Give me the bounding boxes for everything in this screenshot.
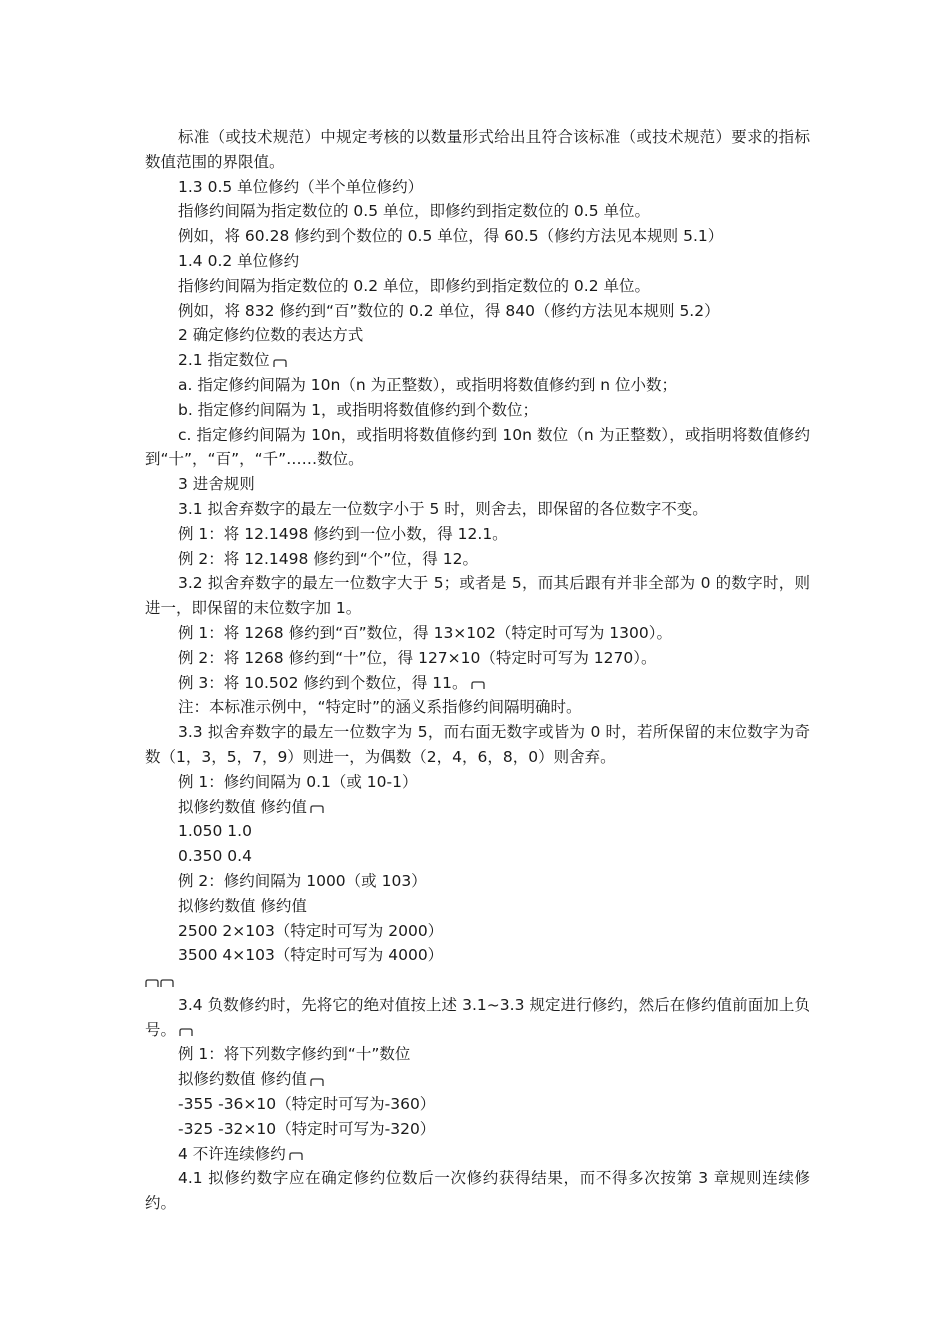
document-page [145,125,810,1216]
table-header-line: 拟修约数值 修约值 [145,1067,810,1092]
list-item-b: b. 指定修约间隔为 1，或指明将数值修约到个数位； [178,400,538,419]
paragraph-mark-icon [273,359,287,367]
paragraph: 指修约间隔为指定数位的 0.5 单位，即修约到指定数位的 0.5 单位。 [178,202,651,221]
example-line: 例 2：将 1268 修约到“十”位，得 127×10（特定时可写为 1270）。 [178,648,657,667]
rule-4-1: 4.1 拟修约数字应在确定修约位数后一次修约获得结果，而不得多次按第 3 章规则连续修约。 [145,1169,810,1213]
table-row-line: 3500 4×103（特定时可写为 4000） [178,946,444,965]
section-heading-1-3: 1.3 0.5 单位修约（半个单位修约） [178,177,424,196]
table-row-line: 2500 2×103（特定时可写为 2000） [178,921,444,940]
example-line: 例 2：修约间隔为 1000（或 103） [178,871,427,890]
table-header-line: 拟修约数值 修约值 [178,896,307,915]
paragraph-mark-icon [179,1028,193,1036]
section-heading-1-4: 1.4 0.2 单位修约 [178,251,300,270]
rule-3-4: 3.4 负数修约时，先将它的绝对值按上述 3.1~3.3 规定进行修约，然后在修约值前面加上负号。 [145,995,810,1039]
section-heading-2-1: 2.1 指定数位 [145,348,810,373]
table-row-line: -325 -32×10（特定时可写为-320） [178,1119,436,1138]
paragraph: 指修约间隔为指定数位的 0.2 单位，即修约到指定数位的 0.2 单位。 [178,276,651,295]
rule-3-1: 3.1 拟舍弃数字的最左一位数字小于 5 时，则舍去，即保留的各位数字不变。 [178,499,708,518]
paragraph-mark-icon [310,1078,324,1086]
rule-3-2: 3.2 拟舍弃数字的最左一位数字大于 5；或者是 5，而其后跟有并非全部为 0 的数字时，则进一，即保留的末位数字加 1。 [145,574,810,618]
example-line: 例 2：将 12.1498 修约到“个”位，得 12。 [178,549,478,568]
paragraph-mark-icon [160,979,174,987]
paragraph: 标准（或技术规范）中规定考核的以数量形式给出且符合该标准（或技术规范）要求的指标数值范围的界限值。 [145,128,810,171]
table-row-line: 1.050 1.0 [178,822,252,841]
section-heading-2: 2 确定修约位数的表达方式 [178,326,364,345]
table-header-line: 拟修约数值 修约值 [145,795,810,820]
paragraph-mark-icon [310,805,324,813]
double-mark-line [145,968,810,993]
note-line: 注：本标准示例中，“特定时”的涵义系指修约间隔明确时。 [178,698,582,717]
example-line: 例 3：将 10.502 修约到个数位，得 11。 [145,671,810,696]
list-item-c: c. 指定修约间隔为 10n，或指明将数值修约到 10n 数位（n 为正整数），或指明将数值修约到“十”，“百”，“千”……数位。 [145,425,810,469]
example-line: 例 1：将 1268 修约到“百”数位，得 13×102（特定时可写为 1300）。 [178,623,672,642]
paragraph-mark-icon [145,979,159,987]
section-heading-4: 4 不许连续修约 [145,1142,810,1167]
example-line: 例如，将 60.28 修约到个数位的 0.5 单位，得 60.5（修约方法见本规则 5.1） [178,227,724,246]
table-row-line: 0.350 0.4 [178,847,252,866]
rule-3-3: 3.3 拟舍弃数字的最左一位数字为 5，而右面无数字或皆为 0 时，若所保留的末位数字为奇数（1，3，5，7，9）则进一，为偶数（2，4，6，8，0）则舍弃。 [145,723,810,766]
list-item-a: a. 指定修约间隔为 10n（n 为正整数），或指明将数值修约到 n 位小数； [178,375,678,394]
paragraph-mark-icon [289,1152,303,1160]
example-line: 例如，将 832 修约到“百”数位的 0.2 单位，得 840（修约方法见本规则 5.2） [178,301,720,320]
example-line: 例 1：将下列数字修约到“十”数位 [178,1045,411,1064]
example-line: 例 1：修约间隔为 0.1（或 10-1） [178,772,418,791]
example-line: 例 1：将 12.1498 修约到一位小数，得 12.1。 [178,524,508,543]
section-heading-3: 3 进舍规则 [178,475,255,494]
paragraph-mark-icon [471,681,485,689]
table-row-line: -355 -36×10（特定时可写为-360） [178,1095,436,1114]
